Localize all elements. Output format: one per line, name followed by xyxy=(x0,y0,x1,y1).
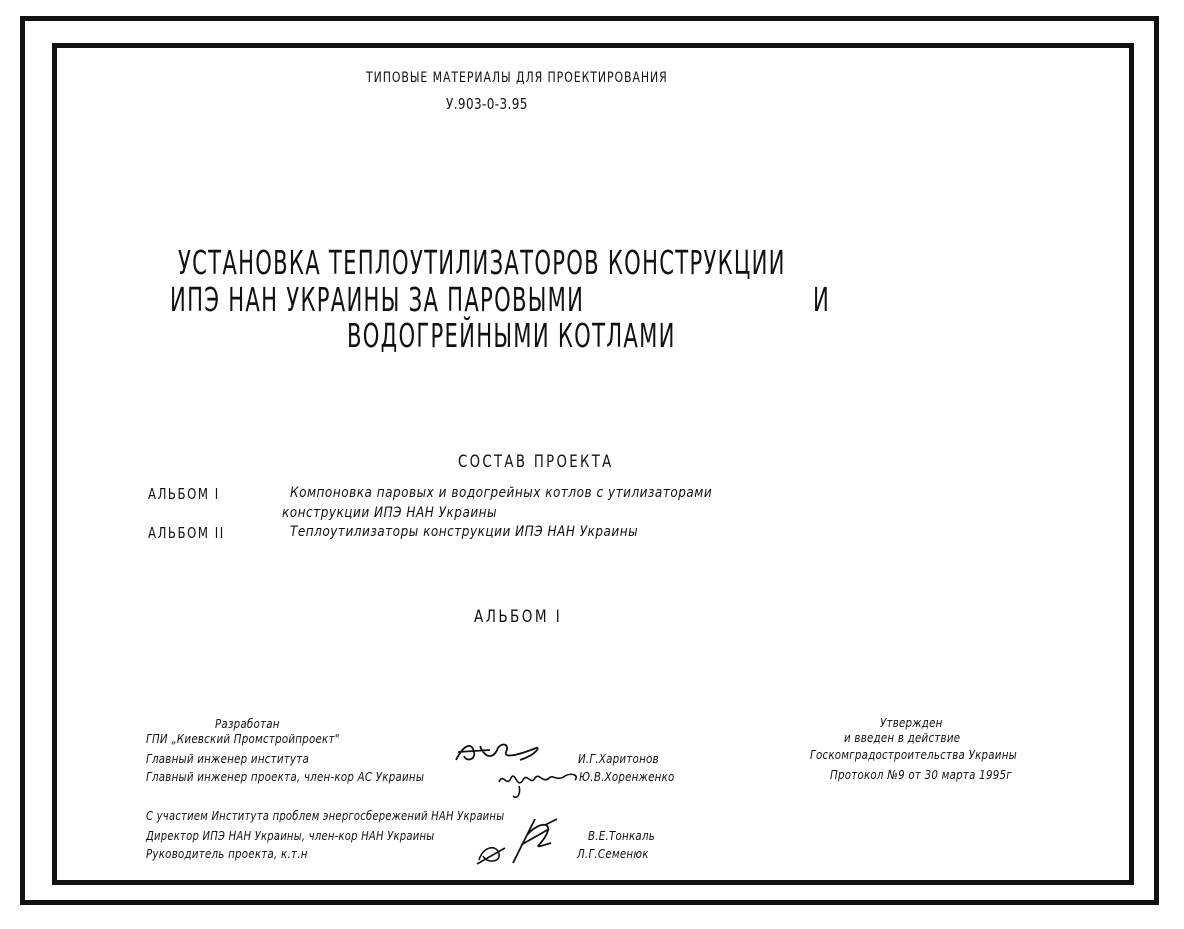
album-2-description: Теплоутилизаторы конструкции ИПЭ НАН Украины xyxy=(290,524,639,540)
album-1-label: АЛЬБОМ I xyxy=(148,485,220,503)
approved-line-2: и введен в действие xyxy=(844,730,961,745)
album-1-description-continued: конструкции ИПЭ НАН Украины xyxy=(282,505,498,521)
project-leader-name: Л.Г.Семенюк xyxy=(577,846,649,861)
director-role: Директор ИПЭ НАН Украины, член-кор НАН Украины xyxy=(146,828,435,843)
title-line-1: УСТАНОВКА ТЕПЛОУТИЛИЗАТОРОВ КОНСТРУКЦИИ xyxy=(178,243,786,282)
album-2-label: АЛЬБОМ II xyxy=(148,524,225,542)
director-name: В.Е.Тонкаль xyxy=(588,828,656,843)
signature-project-leader xyxy=(475,842,511,866)
series-label: ТИПОВЫЕ МАТЕРИАЛЫ ДЛЯ ПРОЕКТИРОВАНИЯ xyxy=(366,70,668,86)
participation-note: С участием Института проблем энергосбережений НАН Украины xyxy=(146,808,505,823)
album-1-description: Компоновка паровых и водогрейных котлов с утилизаторами xyxy=(290,485,713,501)
signature-chief-project-engineer xyxy=(495,768,585,802)
chief-engineer-name: И.Г.Харитонов xyxy=(578,751,659,766)
approved-line-1: Утвержден xyxy=(880,715,943,730)
signature-chief-engineer xyxy=(450,738,545,768)
chief-project-engineer-name: Ю.В.Хоренженко xyxy=(579,769,675,784)
series-code: У.903-0-3.95 xyxy=(446,95,528,113)
composition-heading: СОСТАВ ПРОЕКТА xyxy=(458,452,614,472)
developer-organization: ГПИ „Киевский Промстройпроект" xyxy=(146,731,340,746)
developed-heading: Разработан xyxy=(215,716,280,731)
title-line-2: ИПЭ НАН УКРАИНЫ ЗА ПАРОВЫМИ xyxy=(170,280,585,319)
approval-protocol: Протокол №9 от 30 марта 1995г xyxy=(830,767,1012,782)
chief-project-engineer-role: Главный инженер проекта, член-кор АС Украины xyxy=(146,769,425,784)
current-album-label: АЛЬБОМ I xyxy=(474,607,563,627)
project-leader-role: Руководитель проекта, к.т.н xyxy=(146,846,308,861)
title-line-3: ВОДОГРЕЙНЫМИ КОТЛАМИ xyxy=(347,316,676,355)
approving-authority: Госкомградостроительства Украины xyxy=(810,747,1017,762)
title-line-2-conjunction: И xyxy=(813,280,831,319)
chief-engineer-institute-role: Главный инженер института xyxy=(146,751,310,766)
